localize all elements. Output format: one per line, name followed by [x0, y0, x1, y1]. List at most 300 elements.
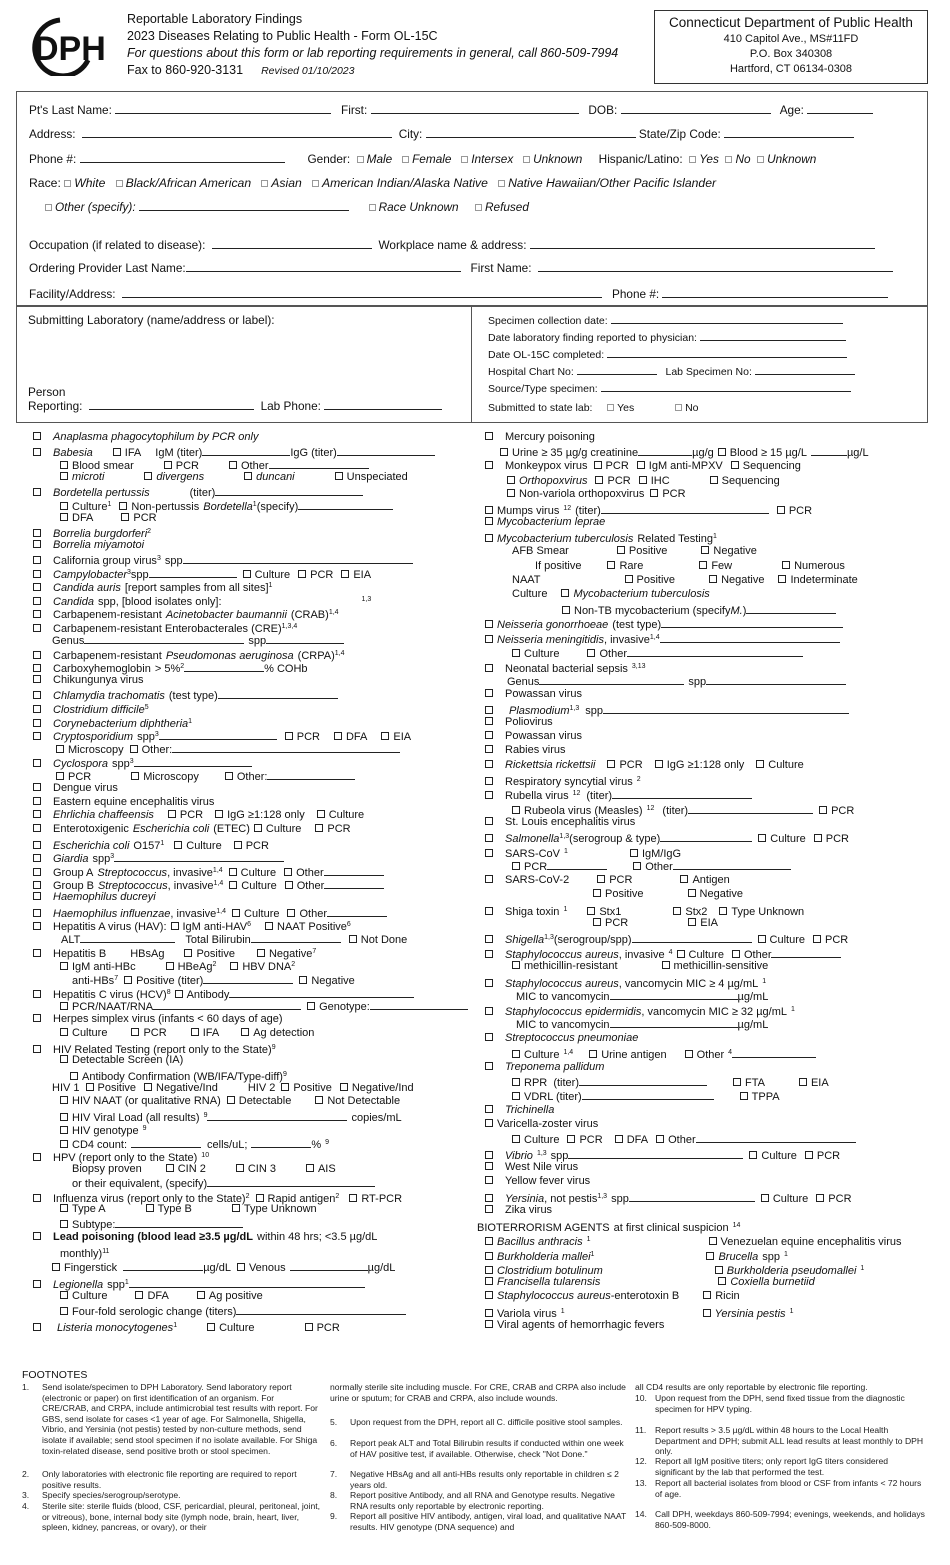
checkbox[interactable] — [56, 772, 64, 780]
checkbox[interactable] — [485, 1309, 493, 1317]
checkbox[interactable] — [699, 561, 707, 569]
checkbox[interactable] — [485, 717, 493, 725]
checkbox[interactable] — [512, 806, 520, 814]
checkbox[interactable] — [485, 935, 493, 943]
checkbox[interactable] — [33, 909, 41, 917]
race-other-field[interactable] — [139, 200, 349, 211]
fill-in-field[interactable] — [202, 445, 290, 456]
checkbox[interactable] — [265, 922, 273, 930]
checkbox[interactable] — [60, 1002, 68, 1010]
checkbox[interactable] — [33, 583, 41, 591]
checkbox[interactable] — [485, 1266, 493, 1274]
checkbox[interactable] — [33, 892, 41, 900]
checkbox[interactable] — [306, 1164, 314, 1172]
checkbox[interactable] — [236, 1164, 244, 1172]
provider-first-field[interactable] — [538, 261, 893, 272]
checkbox[interactable] — [512, 1092, 520, 1100]
checkbox[interactable] — [33, 488, 41, 496]
fill-in-field[interactable] — [579, 1075, 707, 1086]
checkbox[interactable] — [33, 540, 41, 548]
checkbox[interactable] — [732, 950, 740, 958]
checkbox[interactable] — [33, 1280, 41, 1288]
checkbox[interactable] — [485, 1033, 493, 1041]
checkbox[interactable] — [485, 875, 493, 883]
checkbox[interactable] — [241, 1028, 249, 1036]
checkbox[interactable] — [805, 1151, 813, 1159]
checkbox[interactable] — [243, 570, 251, 578]
checkbox[interactable] — [715, 1266, 723, 1274]
checkbox[interactable] — [685, 1050, 693, 1058]
checkbox[interactable] — [485, 1007, 493, 1015]
checkbox[interactable] — [232, 909, 240, 917]
checkbox[interactable] — [229, 461, 237, 469]
checkbox[interactable] — [33, 854, 41, 862]
checkbox[interactable] — [814, 834, 822, 842]
checkbox[interactable] — [625, 575, 633, 583]
checkbox[interactable] — [710, 476, 718, 484]
checkbox[interactable] — [119, 502, 127, 510]
checkbox[interactable] — [485, 620, 493, 628]
checkbox[interactable] — [33, 732, 41, 740]
checkbox[interactable] — [799, 1078, 807, 1086]
checkbox[interactable] — [230, 962, 238, 970]
checkbox[interactable] — [168, 810, 176, 818]
checkbox[interactable] — [485, 1105, 493, 1113]
checkbox[interactable] — [317, 810, 325, 818]
checkbox[interactable] — [740, 1092, 748, 1100]
race-nhpi-checkbox[interactable] — [498, 180, 505, 187]
checkbox[interactable] — [340, 1083, 348, 1091]
reported-field[interactable] — [700, 330, 846, 341]
checkbox[interactable] — [60, 1140, 68, 1148]
checkbox[interactable] — [637, 461, 645, 469]
checkbox[interactable] — [124, 976, 132, 984]
checkbox[interactable] — [60, 1055, 68, 1063]
checkbox[interactable] — [512, 862, 520, 870]
checkbox[interactable] — [597, 875, 605, 883]
checkbox[interactable] — [60, 502, 68, 510]
checkbox[interactable] — [229, 868, 237, 876]
checkbox[interactable] — [718, 448, 726, 456]
fill-in-field[interactable] — [149, 567, 237, 578]
checkbox[interactable] — [485, 1151, 493, 1159]
city-field[interactable] — [426, 127, 636, 138]
checkbox[interactable] — [315, 1096, 323, 1104]
checkbox[interactable] — [254, 824, 262, 832]
chart-field[interactable] — [577, 364, 657, 375]
race-black-checkbox[interactable] — [116, 180, 123, 187]
checkbox[interactable] — [335, 472, 343, 480]
fill-in-field[interactable] — [746, 603, 836, 614]
first-name-field[interactable] — [371, 103, 579, 114]
checkbox[interactable] — [33, 868, 41, 876]
checkbox[interactable] — [633, 862, 641, 870]
checkbox[interactable] — [485, 731, 493, 739]
fill-in-field[interactable] — [115, 1217, 243, 1228]
fill-in-field[interactable] — [207, 1110, 347, 1121]
checkbox[interactable] — [595, 476, 603, 484]
checkbox[interactable] — [655, 760, 663, 768]
checkbox[interactable] — [485, 834, 493, 842]
checkbox[interactable] — [562, 606, 570, 614]
fill-in-field[interactable] — [251, 932, 341, 943]
checkbox[interactable] — [234, 841, 242, 849]
race-white-checkbox[interactable] — [64, 180, 71, 187]
fill-in-field[interactable] — [547, 859, 607, 870]
checkbox[interactable] — [60, 1028, 68, 1036]
fill-in-field[interactable] — [269, 458, 369, 469]
checkbox[interactable] — [587, 907, 595, 915]
checkbox[interactable] — [164, 461, 172, 469]
checkbox[interactable] — [207, 1323, 215, 1331]
fill-in-field[interactable] — [266, 633, 344, 644]
checkbox[interactable] — [485, 1062, 493, 1070]
checkbox[interactable] — [33, 719, 41, 727]
checkbox[interactable] — [507, 489, 515, 497]
checkbox[interactable] — [166, 962, 174, 970]
checkbox[interactable] — [33, 1153, 41, 1161]
checkbox[interactable] — [485, 817, 493, 825]
checkbox[interactable] — [60, 461, 68, 469]
checkbox[interactable] — [709, 1237, 717, 1245]
fill-in-field[interactable] — [215, 485, 363, 496]
checkbox[interactable] — [307, 1002, 315, 1010]
checkbox[interactable] — [33, 664, 41, 672]
checkbox[interactable] — [33, 610, 41, 618]
checkbox[interactable] — [512, 961, 520, 969]
checkbox[interactable] — [688, 889, 696, 897]
checkbox[interactable] — [33, 529, 41, 537]
checkbox[interactable] — [756, 760, 764, 768]
fill-in-field[interactable] — [337, 445, 435, 456]
checkbox[interactable] — [485, 1119, 493, 1127]
race-aian-checkbox[interactable] — [312, 180, 319, 187]
checkbox[interactable] — [33, 651, 41, 659]
checkbox[interactable] — [256, 1194, 264, 1202]
fill-in-field[interactable] — [771, 947, 841, 958]
checkbox[interactable] — [485, 1194, 493, 1202]
checkbox[interactable] — [709, 575, 717, 583]
state-lab-yes-checkbox[interactable] — [607, 404, 614, 411]
checkbox[interactable] — [589, 1050, 597, 1058]
checkbox[interactable] — [171, 922, 179, 930]
checkbox[interactable] — [33, 570, 41, 578]
fill-in-field[interactable] — [661, 617, 843, 628]
phone-field[interactable] — [80, 152, 285, 163]
checkbox[interactable] — [86, 1083, 94, 1091]
checkbox[interactable] — [485, 1252, 493, 1260]
specimen-no-field[interactable] — [755, 364, 855, 375]
hispanic-unknown-checkbox[interactable] — [757, 156, 764, 163]
checkbox[interactable] — [485, 1162, 493, 1170]
checkbox[interactable] — [287, 909, 295, 917]
completed-field[interactable] — [607, 347, 847, 358]
checkbox[interactable] — [225, 772, 233, 780]
checkbox[interactable] — [703, 1309, 711, 1317]
checkbox[interactable] — [244, 472, 252, 480]
fill-in-field[interactable] — [612, 788, 752, 799]
checkbox[interactable] — [33, 597, 41, 605]
checkbox[interactable] — [485, 1237, 493, 1245]
state-lab-no-checkbox[interactable] — [675, 404, 682, 411]
checkbox[interactable] — [299, 976, 307, 984]
dob-field[interactable] — [621, 103, 771, 114]
checkbox[interactable] — [758, 935, 766, 943]
checkbox[interactable] — [60, 1113, 68, 1121]
checkbox[interactable] — [33, 691, 41, 699]
checkbox[interactable] — [485, 506, 493, 514]
checkbox[interactable] — [673, 907, 681, 915]
fill-in-field[interactable] — [218, 688, 338, 699]
checkbox[interactable] — [33, 1014, 41, 1022]
checkbox[interactable] — [131, 772, 139, 780]
checkbox[interactable] — [512, 1078, 520, 1086]
checkbox[interactable] — [298, 570, 306, 578]
checkbox[interactable] — [381, 732, 389, 740]
fill-in-field[interactable] — [696, 1132, 856, 1143]
fill-in-field[interactable] — [290, 1260, 368, 1271]
checkbox[interactable] — [60, 1204, 68, 1212]
checkbox[interactable] — [680, 875, 688, 883]
checkbox[interactable] — [33, 705, 41, 713]
fill-in-field[interactable] — [610, 1017, 738, 1028]
checkbox[interactable] — [615, 1135, 623, 1143]
race-other-checkbox[interactable] — [45, 204, 52, 211]
checkbox[interactable] — [688, 918, 696, 926]
reporting-field[interactable] — [89, 399, 254, 410]
fill-in-field[interactable] — [123, 1260, 203, 1271]
checkbox[interactable] — [485, 706, 493, 714]
fill-in-field[interactable] — [638, 445, 692, 456]
fill-in-field[interactable] — [603, 703, 849, 714]
checkbox[interactable] — [237, 1263, 245, 1271]
checkbox[interactable] — [52, 1263, 60, 1271]
checkbox[interactable] — [485, 907, 493, 915]
checkbox[interactable] — [33, 824, 41, 832]
checkbox[interactable] — [485, 689, 493, 697]
checkbox[interactable] — [191, 1028, 199, 1036]
checkbox[interactable] — [485, 1277, 493, 1285]
checkbox[interactable] — [662, 961, 670, 969]
checkbox[interactable] — [485, 664, 493, 672]
checkbox[interactable] — [594, 461, 602, 469]
checkbox[interactable] — [60, 1220, 68, 1228]
checkbox[interactable] — [33, 841, 41, 849]
checkbox[interactable] — [485, 979, 493, 987]
fill-in-field[interactable] — [184, 661, 264, 672]
checkbox[interactable] — [656, 1135, 664, 1143]
checkbox[interactable] — [70, 1072, 78, 1080]
checkbox[interactable] — [607, 561, 615, 569]
fill-in-field[interactable] — [660, 632, 840, 643]
checkbox[interactable] — [33, 675, 41, 683]
checkbox[interactable] — [706, 1252, 714, 1260]
race-asian-checkbox[interactable] — [261, 180, 268, 187]
fill-in-field[interactable] — [229, 987, 414, 998]
checkbox[interactable] — [749, 1151, 757, 1159]
checkbox[interactable] — [33, 556, 41, 564]
fill-in-field[interactable] — [811, 445, 847, 456]
checkbox[interactable] — [485, 1205, 493, 1213]
checkbox[interactable] — [819, 806, 827, 814]
checkbox[interactable] — [349, 935, 357, 943]
checkbox[interactable] — [60, 1126, 68, 1134]
collection-field[interactable] — [611, 313, 843, 324]
checkbox[interactable] — [315, 824, 323, 832]
fill-in-field[interactable] — [324, 878, 384, 889]
checkbox[interactable] — [485, 432, 493, 440]
checkbox[interactable] — [33, 922, 41, 930]
fill-in-field[interactable] — [629, 1191, 755, 1202]
checkbox[interactable] — [731, 461, 739, 469]
fill-in-field[interactable] — [114, 851, 284, 862]
checkbox[interactable] — [56, 745, 64, 753]
race-refused-checkbox[interactable] — [475, 204, 482, 211]
checkbox[interactable] — [33, 448, 41, 456]
checkbox[interactable] — [33, 432, 41, 440]
checkbox[interactable] — [512, 1135, 520, 1143]
checkbox[interactable] — [184, 949, 192, 957]
source-field[interactable] — [601, 381, 851, 392]
checkbox[interactable] — [703, 1291, 711, 1299]
fill-in-field[interactable] — [267, 769, 355, 780]
checkbox[interactable] — [284, 868, 292, 876]
fill-in-field[interactable] — [673, 859, 791, 870]
fill-in-field[interactable] — [732, 1047, 816, 1058]
checkbox[interactable] — [33, 1323, 41, 1331]
address-field[interactable] — [82, 127, 392, 138]
fill-in-field[interactable] — [324, 865, 384, 876]
fill-in-field[interactable] — [203, 973, 293, 984]
checkbox[interactable] — [33, 624, 41, 632]
checkbox[interactable] — [121, 513, 129, 521]
fill-in-field[interactable] — [84, 633, 244, 644]
checkbox[interactable] — [485, 745, 493, 753]
fill-in-field[interactable] — [298, 499, 393, 510]
gender-female-checkbox[interactable] — [402, 156, 409, 163]
lab-phone-field[interactable] — [324, 399, 442, 410]
checkbox[interactable] — [232, 1204, 240, 1212]
checkbox[interactable] — [33, 990, 41, 998]
checkbox[interactable] — [782, 561, 790, 569]
checkbox[interactable] — [305, 1323, 313, 1331]
checkbox[interactable] — [144, 1083, 152, 1091]
checkbox[interactable] — [135, 1291, 143, 1299]
checkbox[interactable] — [33, 1194, 41, 1202]
checkbox[interactable] — [718, 1277, 726, 1285]
checkbox[interactable] — [334, 732, 342, 740]
fill-in-field[interactable] — [582, 1089, 714, 1100]
checkbox[interactable] — [60, 1291, 68, 1299]
checkbox[interactable] — [215, 810, 223, 818]
checkbox[interactable] — [485, 849, 493, 857]
checkbox[interactable] — [349, 1194, 357, 1202]
fill-in-field[interactable] — [153, 999, 301, 1010]
checkbox[interactable] — [719, 907, 727, 915]
checkbox[interactable] — [60, 962, 68, 970]
checkbox[interactable] — [131, 1028, 139, 1036]
fill-in-field[interactable] — [80, 932, 175, 943]
fill-in-field[interactable] — [660, 831, 752, 842]
fill-in-field[interactable] — [131, 1137, 201, 1148]
checkbox[interactable] — [285, 881, 293, 889]
checkbox[interactable] — [617, 546, 625, 554]
checkbox[interactable] — [130, 745, 138, 753]
checkbox[interactable] — [567, 1135, 575, 1143]
checkbox[interactable] — [485, 1291, 493, 1299]
hispanic-yes-checkbox[interactable] — [689, 156, 696, 163]
provider-last-field[interactable] — [186, 261, 461, 272]
checkbox[interactable] — [593, 918, 601, 926]
checkbox[interactable] — [485, 1320, 493, 1328]
checkbox[interactable] — [227, 1096, 235, 1104]
age-field[interactable] — [807, 103, 873, 114]
checkbox[interactable] — [229, 881, 237, 889]
checkbox[interactable] — [607, 760, 615, 768]
checkbox[interactable] — [144, 472, 152, 480]
checkbox[interactable] — [758, 834, 766, 842]
checkbox[interactable] — [587, 649, 595, 657]
checkbox[interactable] — [197, 1291, 205, 1299]
checkbox[interactable] — [33, 810, 41, 818]
facility-field[interactable] — [122, 287, 602, 298]
checkbox[interactable] — [113, 448, 121, 456]
checkbox[interactable] — [60, 472, 68, 480]
fill-in-field[interactable] — [251, 1137, 311, 1148]
checkbox[interactable] — [33, 881, 41, 889]
checkbox[interactable] — [33, 759, 41, 767]
fill-in-field[interactable] — [370, 999, 468, 1010]
checkbox[interactable] — [485, 950, 493, 958]
fill-in-field[interactable] — [134, 756, 252, 767]
checkbox[interactable] — [593, 889, 601, 897]
checkbox[interactable] — [500, 448, 508, 456]
fill-in-field[interactable] — [207, 1176, 375, 1187]
fill-in-field[interactable] — [688, 803, 813, 814]
race-unknown-checkbox[interactable] — [369, 204, 376, 211]
fill-in-field[interactable] — [610, 989, 738, 1000]
checkbox[interactable] — [650, 489, 658, 497]
checkbox[interactable] — [485, 777, 493, 785]
checkbox[interactable] — [33, 1045, 41, 1053]
fill-in-field[interactable] — [627, 646, 803, 657]
checkbox[interactable] — [174, 841, 182, 849]
checkbox[interactable] — [561, 589, 569, 597]
checkbox[interactable] — [733, 1078, 741, 1086]
checkbox[interactable] — [512, 649, 520, 657]
fill-in-field[interactable] — [172, 742, 400, 753]
checkbox[interactable] — [485, 791, 493, 799]
checkbox[interactable] — [60, 1096, 68, 1104]
checkbox[interactable] — [777, 506, 785, 514]
gender-male-checkbox[interactable] — [357, 156, 364, 163]
checkbox[interactable] — [485, 461, 493, 469]
fill-in-field[interactable] — [327, 906, 387, 917]
checkbox[interactable] — [175, 990, 183, 998]
checkbox[interactable] — [677, 950, 685, 958]
checkbox[interactable] — [639, 476, 647, 484]
checkbox[interactable] — [285, 732, 293, 740]
fill-in-field[interactable] — [601, 503, 769, 514]
fill-in-field[interactable] — [706, 674, 846, 685]
fill-in-field[interactable] — [236, 1304, 406, 1315]
checkbox[interactable] — [816, 1194, 824, 1202]
checkbox[interactable] — [507, 476, 515, 484]
occupation-field[interactable] — [212, 238, 372, 249]
checkbox[interactable] — [60, 513, 68, 521]
checkbox[interactable] — [33, 797, 41, 805]
checkbox[interactable] — [778, 575, 786, 583]
